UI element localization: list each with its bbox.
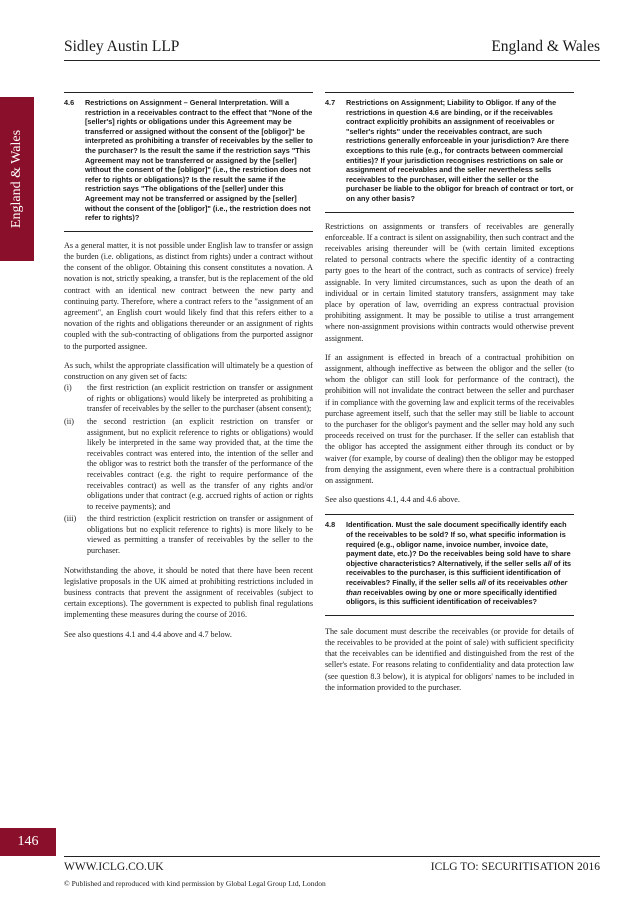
question-4-8 <box>325 514 574 615</box>
list-marker: (ii) <box>64 416 74 426</box>
list-text: the third restriction (explicit restriction on transfer or assignment of obligations but no explicit reference to rights) is more likely to be viewed as permitting a transfer of receivables by the seller to the purchaser. <box>87 514 313 556</box>
list-item <box>64 514 313 556</box>
paragraph: Restrictions on assignments or transfers of receivables are generally enforceable. If a contract is silent on assignability, then such contract and the receivables arising thereunder will be (with certain limited exceptions related to personal contracts where the specific identity of a contracting party goes to the heart of the contract, such as contracts of service) freely assignable. In very limited circumstances, such as upon the death of an individual or in certain limited statutory transfers, assignment may take place by operation of law, overriding an express contractual provision prohibiting assignment. It may be possible to utilise a trust arrangement where non-assignment provisions within contracts would otherwise prevent assignment. <box>325 221 574 343</box>
question-text-part: receivables owing by one or more specifically identified obligors, is this sufficient identification of receivables? <box>346 587 557 607</box>
left-column <box>64 92 313 640</box>
question-number: 4.7 <box>325 98 336 107</box>
paragraph: As a general matter, it is not possible under English law to transfer or assign the burden (i.e. obligations, as distinct from rights) under a contract without the consent of the obligor. Obtaining this consent constitutes a novation. A novation is not, strictly speaking, a transfer, but is the replacement of the old contract with an identical new contract between the new party and continuing party. Therefore, where a contract refers to the "assignment of an agreement", an English court would likely find that this refers either to a novation of the rights and obligations thereunder or an assignment of rights coupled with the sub-contracting of obligations from the purported assignor to the purported assignee. <box>64 240 313 351</box>
question-text: Restrictions on Assignment; Liability to Obligor. If any of the restrictions in question 4.6 are binding, or if the receivables contract explicitly prohibits an assignment of receivables or "seller's rights" under the receivables contract, are such restrictions generally enforceable in your jurisdiction? Are there exceptions to this rule (e.g., for contracts between commercial entities)? If your jurisdiction recognises restrictions on sale or assignment of receivables and the seller nevertheless sells receivables to the purchaser, will either the seller or the purchaser be liable to the obligor for breach of contract or tort, or on any other basis? <box>346 98 574 203</box>
paragraph: Notwithstanding the above, it should be noted that there have been recent legislative proposals in the UK aimed at prohibiting restrictions included in business contracts that prevent the assignment of receivables (subject to certain exceptions). The government is expected to publish final regulations implementing these measures during the course of 2016. <box>64 565 313 620</box>
question-text-part: of its receivables <box>485 577 550 587</box>
question-number: 4.8 <box>325 520 336 530</box>
question-emphasis: all <box>477 577 486 587</box>
side-jurisdiction-tab <box>0 97 34 261</box>
question-4-6 <box>64 92 313 232</box>
question-emphasis: other than <box>346 577 568 597</box>
list-marker: (iii) <box>64 514 77 524</box>
footer-publication: ICLG TO: SECURITISATION 2016 <box>430 861 600 873</box>
paragraph: As such, whilst the appropriate classification will ultimately be a question of construction on any given set of facts: <box>64 360 313 381</box>
footer-copyright: © Published and reproduced with kind permission by Global Legal Group Ltd, London <box>64 879 326 888</box>
header-firm-name: Sidley Austin LLP <box>64 38 180 55</box>
list-text: the first restriction (an explicit restriction on transfer or assignment of rights or obligations) would likely be interpreted as prohibiting a transfer of receivables by the seller to the purchaser (absent consent); <box>87 383 313 414</box>
side-tab-label: England & Wales <box>9 129 24 229</box>
paragraph: See also questions 4.1, 4.4 and 4.6 above. <box>325 495 460 505</box>
header-jurisdiction: England & Wales <box>491 38 600 55</box>
question-4-7 <box>325 92 574 213</box>
list-marker: (i) <box>64 383 72 393</box>
header-divider <box>64 60 600 61</box>
paragraph: The sale document must describe the receivables (or provide for details of the receivables to be provided at the point of sale) with sufficient specificity that the receivables can be identified and distinguished from the rest of the seller's estate. For reasons relating to confidentiality and data protection law (see question 8.3 below), it is atypical for obligors' names to be included in the information provided to the purchaser. <box>325 626 574 692</box>
question-text-part: of its receivables to the purchaser, is this sufficient identification of receivables? Finally, if the seller sells <box>346 558 572 587</box>
question-text: Restrictions on Assignment – General Interpretation. Will a restriction in a receivables contract to the effect that "None of the [seller's] rights or obligations under this Agreement may be transferred or assigned without the consent of the [obligor]" be interpreted as prohibiting a transfer of receivables by the seller to the purchaser? Is the result the same if the restriction says "This Agreement may not be transferred or assigned by the [seller] without the consent of the [obligor]" (i.e., the restriction does not refer to rights or obligations)? Is the result the same if the restriction says "The obligations of the [seller] under this Agreement may not be transferred or assigned by the [seller] without the consent of the [obligor]" (i.e., the restriction does not refer to rights)? <box>85 98 313 223</box>
page-number: 146 <box>0 828 56 856</box>
question-emphasis: all <box>543 558 552 568</box>
paragraph: See also questions 4.1 and 4.4 above and 4.7 below. <box>64 629 232 639</box>
list-item <box>64 383 313 415</box>
list-item <box>64 417 313 512</box>
question-text <box>346 520 574 606</box>
footer-website: WWW.ICLG.CO.UK <box>64 861 164 873</box>
paragraph: If an assignment is effected in breach of a contractual prohibition on assignment, although ineffective as between the obligor and the seller (to whom the obligor can still look for performance of the contract), the prohibition will not invalidate the contract between the seller and purchaser if in compliance with the governing law and explicit terms of the receivables purchase agreement itself, such that the seller may still be liable to account to the purchaser for the obligor's payment and the seller may hold any such proceeds received on trust for the purchaser. If the seller can establish that the obligor has accepted the assignment either through its conduct or by waiver (for example, by course of dealing) then the obligor may be estopped from denying the assignment, even where there is a contractual prohibition on assignment. <box>325 352 574 485</box>
question-text-part: Identification. Must the sale document specifically identify each of the receivables to be sold? If so, what specific information is required (e.g., obligor name, invoice number, invoice date, payment date, etc.)? Do the receivables being sold have to share objective characteristics? Alternatively, if the seller sells <box>346 520 571 568</box>
question-number: 4.6 <box>64 98 75 107</box>
list-text: the second restriction (an explicit restriction on transfer or assignment, but no explicit reference to rights or obligations) would likely be interpreted in the same way provided that, at the time the receivables contract was entered into, the intention of the seller and the obligor was to restrict both the transfer of the performance of the receivables contract (e.g. the right to require performance of the receivables contract) as well as the transfer of any rights and/or obligations under that contract (e.g. accrued rights of action or rights to receive payments); and <box>87 416 313 511</box>
footer-divider <box>64 856 600 857</box>
right-column <box>325 92 574 693</box>
